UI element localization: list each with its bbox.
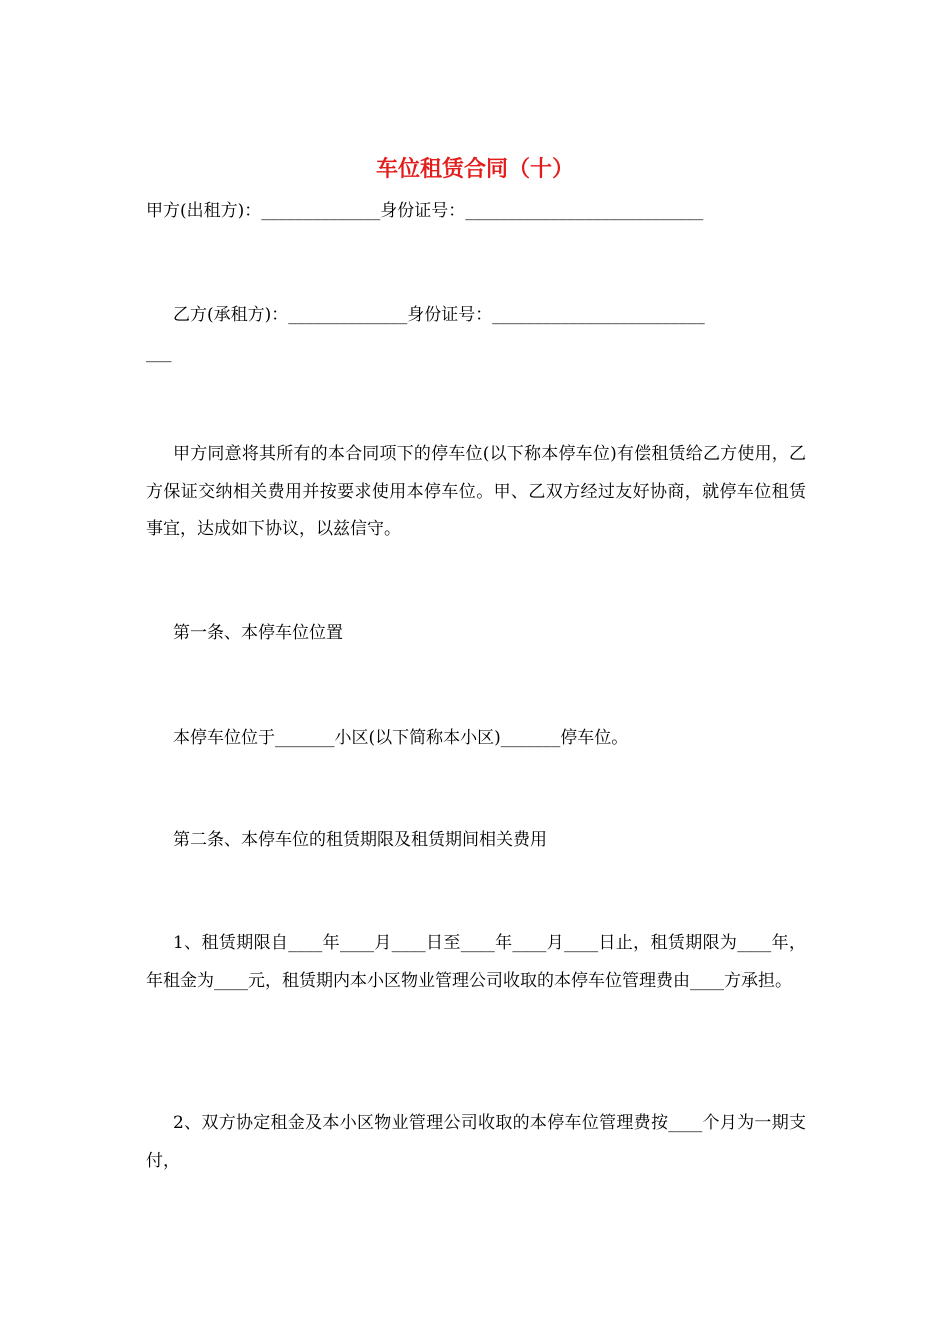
clause-1-paragraph xyxy=(146,925,806,1000)
party-a-line: 甲方(出租方)：______________身份证号：____________________________ xyxy=(146,201,704,221)
intro-paragraph xyxy=(146,436,806,549)
clause-2-text: 2、双方协定租金及本小区物业管理公司收取的本停车位管理费按____个月为一期支付， xyxy=(146,1113,806,1171)
article-1-heading: 第一条、本停车位位置 xyxy=(173,623,343,643)
clause-2-paragraph xyxy=(146,1105,806,1180)
party-b-line: 乙方(承租方)：______________身份证号：_________________________ xyxy=(173,305,705,325)
intro-text: 甲方同意将其所有的本合同项下的停车位(以下称本停车位)有偿租赁给乙方使用，乙方保证交纳相关费用并按要求使用本停车位。甲、乙双方经过友好协商，就停车位租赁事宜，达成如下协议，以兹信守。 xyxy=(146,444,806,539)
clause-1-text: 1、租赁期限自____年____月____日至____年____月____日止，租赁期限为____年，年租金为____元，租赁期内本小区物业管理公司收取的本停车位管理费由____方承担。 xyxy=(146,933,806,991)
document-title: 车位租赁合同（十） xyxy=(375,156,574,182)
article-2-heading: 第二条、本停车位的租赁期限及租赁期间相关费用 xyxy=(173,830,547,850)
article-1-body: 本停车位位于_______小区(以下简称本小区)_______停车位。 xyxy=(173,728,629,748)
party-b-line-continuation: ___ xyxy=(146,343,172,363)
